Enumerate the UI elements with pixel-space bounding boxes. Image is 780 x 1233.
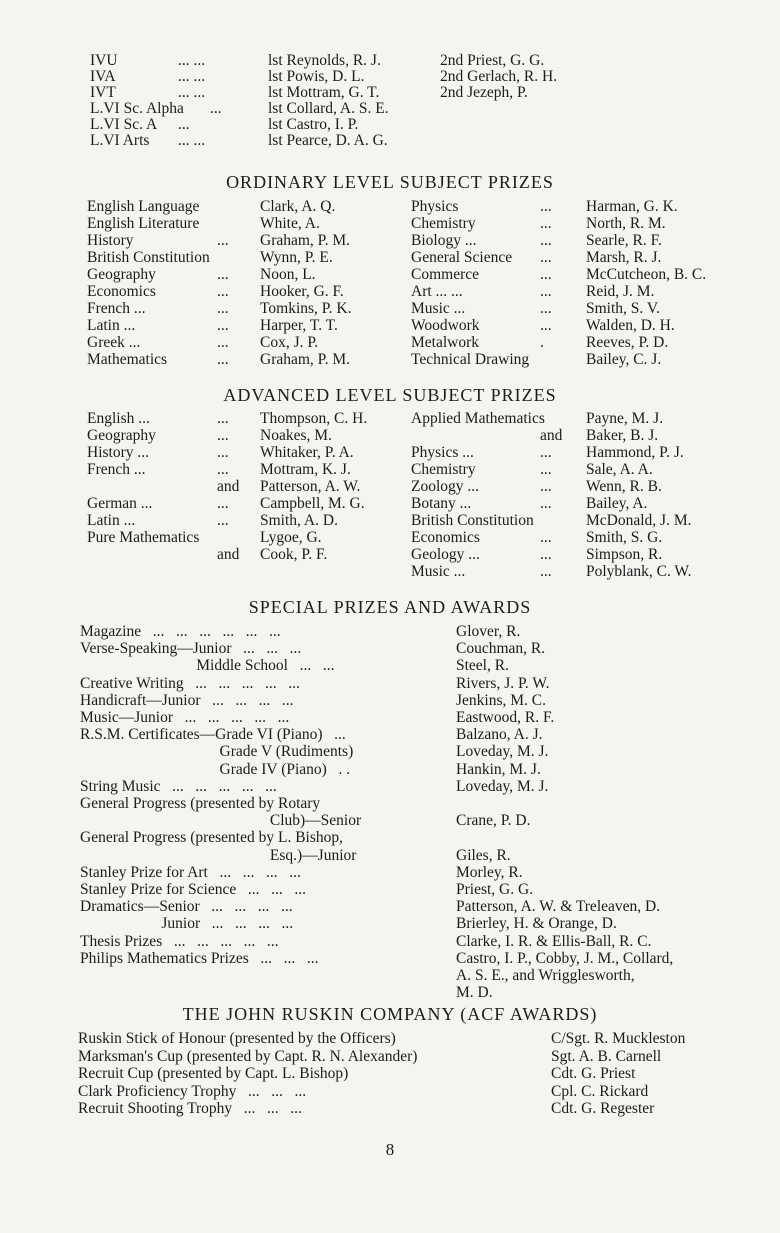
form-prize-row bbox=[0, 84, 780, 101]
award-label: Magazine ... ... ... ... ... ... bbox=[80, 623, 281, 640]
award-label: General Progress (presented by L. Bishop, bbox=[80, 829, 344, 847]
subject-name: Geography bbox=[87, 266, 156, 283]
winner-name: Smith, S. V. bbox=[586, 300, 660, 317]
award-label: Creative Writing ... ... ... ... ... bbox=[80, 674, 300, 692]
subject-name: Art ... ... bbox=[411, 283, 463, 300]
subject-name: History bbox=[87, 232, 134, 249]
winner-name: Reid, J. M. bbox=[586, 283, 655, 300]
form-name: IVT bbox=[90, 84, 116, 101]
form-name: L.VI Sc. Alpha bbox=[90, 100, 184, 117]
award-winner: Steel, R. bbox=[456, 657, 509, 675]
subject-name: Chemistry bbox=[411, 215, 476, 232]
award-row bbox=[0, 743, 780, 760]
subject-row bbox=[0, 512, 780, 529]
page-number: 8 bbox=[385, 1140, 395, 1159]
award-label: Thesis Prizes ... ... ... ... ... bbox=[80, 932, 279, 950]
leader-dots: ... ... bbox=[178, 52, 206, 69]
subject-name: Latin ... bbox=[87, 512, 136, 529]
subject-name: Zoology ... bbox=[411, 478, 480, 495]
award-winner: A. S. E., and Wrigglesworth, bbox=[456, 967, 635, 984]
award-row bbox=[0, 726, 780, 743]
award-label: Clark Proficiency Trophy ... ... ... bbox=[78, 1082, 307, 1100]
winner-name: Cook, P. F. bbox=[260, 546, 328, 563]
winner-name: McCutcheon, B. C. bbox=[586, 266, 707, 283]
subject-name: Latin ... bbox=[87, 317, 136, 334]
award-winner: Clarke, I. R. & Ellis-Ball, R. C. bbox=[456, 932, 652, 950]
subject-name: Music ... bbox=[411, 300, 466, 317]
award-winner: Cdt. G. Regester bbox=[551, 1100, 655, 1117]
winner-name: Hooker, G. F. bbox=[260, 283, 344, 300]
award-label: Grade IV (Piano) . . bbox=[80, 760, 351, 778]
leader-dots: ... bbox=[217, 461, 229, 478]
first-prize: lst Collard, A. S. E. bbox=[268, 100, 389, 117]
subject-row bbox=[0, 478, 780, 495]
acf-award-row bbox=[0, 1065, 780, 1082]
winner-name: Bailey, A. bbox=[586, 495, 648, 512]
award-row bbox=[0, 864, 780, 881]
form-prize-row bbox=[0, 100, 780, 117]
award-label: Junior ... ... ... ... bbox=[80, 915, 294, 933]
subject-name: Pure Mathematics bbox=[87, 529, 200, 546]
winner-name: Lygoe, G. bbox=[260, 529, 322, 546]
award-label: Verse-Speaking—Junior ... ... ... bbox=[80, 640, 302, 658]
subject-name: Geography bbox=[87, 427, 156, 444]
award-winner: Loveday, M. J. bbox=[456, 743, 549, 761]
subject-row bbox=[0, 215, 780, 232]
form-prize-row bbox=[0, 52, 780, 69]
award-row bbox=[0, 847, 780, 864]
subject-row bbox=[0, 300, 780, 317]
winner-name: Whitaker, P. A. bbox=[260, 444, 354, 461]
award-row bbox=[0, 933, 780, 950]
leader-dots: ... bbox=[217, 300, 229, 317]
award-winner: Cpl. C. Rickard bbox=[551, 1082, 649, 1100]
award-winner: Patterson, A. W. & Treleaven, D. bbox=[456, 898, 661, 916]
award-label: General Progress (presented by Rotary bbox=[80, 795, 321, 812]
award-label: Marksman's Cup (presented by Capt. R. N. Alexander) bbox=[78, 1047, 418, 1065]
award-label: Grade V (Rudiments) bbox=[80, 743, 354, 761]
award-winner: Sgt. A. B. Carnell bbox=[551, 1047, 662, 1065]
award-winner: Priest, G. G. bbox=[456, 881, 534, 898]
award-label: Ruskin Stick of Honour (presented by the Officers) bbox=[78, 1030, 396, 1047]
leader-dots: ... bbox=[210, 100, 222, 117]
award-winner: Castro, I. P., Cobby, J. M., Collard, bbox=[456, 949, 674, 967]
subject-name: French ... bbox=[87, 300, 146, 317]
subject-row bbox=[0, 249, 780, 266]
leader-dots: ... bbox=[540, 461, 552, 478]
winner-name: Campbell, M. G. bbox=[260, 495, 365, 512]
form-prize-row bbox=[0, 132, 780, 149]
subject-name: English Language bbox=[87, 198, 200, 215]
subject-row bbox=[0, 334, 780, 351]
leader-dots: ... bbox=[217, 317, 229, 334]
subject-name: German ... bbox=[87, 495, 153, 512]
first-prize: lst Mottram, G. T. bbox=[268, 84, 380, 101]
award-row bbox=[0, 984, 780, 1001]
leader-dots: . bbox=[540, 334, 544, 351]
award-winner: Brierley, H. & Orange, D. bbox=[456, 915, 617, 933]
award-row bbox=[0, 881, 780, 898]
award-winner: Loveday, M. J. bbox=[456, 777, 549, 795]
subject-name: Music ... bbox=[411, 563, 466, 580]
award-winner: M. D. bbox=[456, 984, 493, 1002]
winner-name: Noon, L. bbox=[260, 266, 316, 283]
award-label: R.S.M. Certificates—Grade VI (Piano) ... bbox=[80, 726, 346, 744]
first-prize: lst Powis, D. L. bbox=[268, 68, 365, 85]
subject-name: History ... bbox=[87, 444, 149, 461]
winner-name: Hammond, P. J. bbox=[586, 444, 684, 461]
award-winner: Morley, R. bbox=[456, 863, 523, 881]
award-winner: Jenkins, M. C. bbox=[456, 691, 546, 709]
award-label: Recruit Cup (presented by Capt. L. Bishop) bbox=[78, 1065, 349, 1082]
winner-name: Harman, G. K. bbox=[586, 198, 678, 215]
winner-name: North, R. M. bbox=[586, 215, 666, 232]
winner-name: Walden, D. H. bbox=[586, 317, 675, 334]
subject-row bbox=[0, 546, 780, 563]
leader-dots: and bbox=[217, 546, 240, 563]
leader-dots: ... bbox=[540, 266, 552, 283]
award-winner: C/Sgt. R. Muckleston bbox=[551, 1030, 686, 1047]
award-row bbox=[0, 915, 780, 932]
award-row bbox=[0, 898, 780, 915]
subject-row bbox=[0, 461, 780, 478]
subject-name: Mathematics bbox=[87, 351, 168, 368]
ruskin-company-heading: THE JOHN RUSKIN COMPANY (ACF AWARDS) bbox=[182, 1004, 598, 1024]
acf-award-row bbox=[0, 1030, 780, 1047]
award-row bbox=[0, 709, 780, 726]
award-winner: Giles, R. bbox=[456, 846, 511, 864]
second-prize: 2nd Jezeph, P. bbox=[440, 84, 528, 101]
leader-dots: ... bbox=[540, 249, 552, 266]
leader-dots: ... bbox=[217, 283, 229, 300]
winner-name: Cox, J. P. bbox=[260, 334, 319, 351]
subject-name: Physics ... bbox=[411, 444, 474, 461]
advanced-level-heading: ADVANCED LEVEL SUBJECT PRIZES bbox=[223, 385, 557, 405]
acf-award-row bbox=[0, 1048, 780, 1065]
form-prize-row bbox=[0, 68, 780, 85]
award-winner: Crane, P. D. bbox=[456, 812, 531, 830]
subject-name: Biology ... bbox=[411, 232, 477, 249]
leader-dots: ... ... bbox=[178, 84, 206, 101]
award-label: Stanley Prize for Science ... ... ... bbox=[80, 881, 306, 898]
subject-name: Applied Mathematics bbox=[411, 410, 545, 427]
subject-name: Physics bbox=[411, 198, 459, 215]
leader-dots: ... bbox=[540, 300, 552, 317]
leader-dots: ... bbox=[540, 232, 552, 249]
leader-dots: and bbox=[217, 478, 240, 495]
subject-row bbox=[0, 410, 780, 427]
leader-dots: and bbox=[540, 427, 563, 444]
award-winner: Rivers, J. P. W. bbox=[456, 674, 550, 692]
winner-name: Smith, S. G. bbox=[586, 529, 663, 546]
subject-name: Technical Drawing bbox=[411, 351, 530, 368]
award-winner: Glover, R. bbox=[456, 623, 521, 640]
subject-row bbox=[0, 495, 780, 512]
subject-row bbox=[0, 198, 780, 215]
acf-award-row bbox=[0, 1083, 780, 1100]
subject-name: Woodwork bbox=[411, 317, 480, 334]
award-row bbox=[0, 640, 780, 657]
award-label: Music—Junior ... ... ... ... ... bbox=[80, 709, 290, 726]
first-prize: lst Pearce, D. A. G. bbox=[268, 132, 388, 149]
winner-name: Clark, A. Q. bbox=[260, 198, 336, 215]
award-label: Philips Mathematics Prizes ... ... ... bbox=[80, 949, 319, 967]
second-prize: 2nd Gerlach, R. H. bbox=[440, 68, 558, 85]
subject-name: Economics bbox=[87, 283, 156, 300]
winner-name: Payne, M. J. bbox=[586, 410, 664, 427]
leader-dots: ... bbox=[217, 444, 229, 461]
leader-dots: ... bbox=[217, 495, 229, 512]
winner-name: Mottram, K. J. bbox=[260, 461, 351, 478]
winner-name: Sale, A. A. bbox=[586, 461, 653, 478]
award-row bbox=[0, 657, 780, 674]
award-label: Dramatics—Senior ... ... ... ... bbox=[80, 898, 293, 916]
form-name: L.VI Arts bbox=[90, 132, 150, 149]
award-row bbox=[0, 761, 780, 778]
winner-name: Baker, B. J. bbox=[586, 427, 659, 444]
subject-name: English ... bbox=[87, 410, 150, 427]
award-label: Esq.)—Junior bbox=[80, 846, 357, 864]
award-row bbox=[0, 778, 780, 795]
award-winner: Eastwood, R. F. bbox=[456, 709, 555, 726]
leader-dots: ... bbox=[540, 198, 552, 215]
winner-name: Bailey, C. J. bbox=[586, 351, 662, 368]
award-label: Middle School ... ... bbox=[80, 657, 335, 675]
award-label: Stanley Prize for Art ... ... ... ... bbox=[80, 863, 301, 881]
award-winner: Hankin, M. J. bbox=[456, 760, 541, 778]
form-name: IVU bbox=[90, 52, 118, 69]
subject-row bbox=[0, 283, 780, 300]
subject-row bbox=[0, 444, 780, 461]
subject-name: Chemistry bbox=[411, 461, 476, 478]
subject-name: Geology ... bbox=[411, 546, 480, 563]
winner-name: Tomkins, P. K. bbox=[260, 300, 352, 317]
subject-name: Economics bbox=[411, 529, 480, 546]
form-name: IVA bbox=[90, 68, 116, 85]
winner-name: Reeves, P. D. bbox=[586, 334, 669, 351]
special-prizes-heading: SPECIAL PRIZES AND AWARDS bbox=[248, 597, 532, 617]
winner-name: Polyblank, C. W. bbox=[586, 563, 692, 580]
subject-name: Greek ... bbox=[87, 334, 141, 351]
leader-dots: ... bbox=[217, 410, 229, 427]
winner-name: Graham, P. M. bbox=[260, 232, 350, 249]
subject-row bbox=[0, 351, 780, 368]
winner-name: Graham, P. M. bbox=[260, 351, 350, 368]
award-row bbox=[0, 829, 780, 846]
winner-name: White, A. bbox=[260, 215, 320, 232]
leader-dots: ... bbox=[540, 495, 552, 512]
leader-dots: ... ... bbox=[178, 132, 206, 149]
leader-dots: ... bbox=[540, 529, 552, 546]
winner-name: Noakes, M. bbox=[260, 427, 332, 444]
award-row bbox=[0, 967, 780, 984]
subject-row bbox=[0, 427, 780, 444]
subject-row bbox=[0, 317, 780, 334]
second-prize: 2nd Priest, G. G. bbox=[440, 52, 545, 69]
subject-name: English Literature bbox=[87, 215, 200, 232]
subject-name: British Constitution bbox=[411, 512, 534, 529]
winner-name: Simpson, R. bbox=[586, 546, 663, 563]
award-row bbox=[0, 795, 780, 812]
award-winner: Cdt. G. Priest bbox=[551, 1065, 636, 1082]
award-label: Club)—Senior bbox=[80, 812, 362, 830]
award-winner: Balzano, A. J. bbox=[456, 726, 543, 744]
ordinary-level-heading: ORDINARY LEVEL SUBJECT PRIZES bbox=[226, 172, 554, 192]
leader-dots: ... bbox=[540, 444, 552, 461]
winner-name: Thompson, C. H. bbox=[260, 410, 368, 427]
form-name: L.VI Sc. A bbox=[90, 116, 158, 133]
subject-name: General Science bbox=[411, 249, 513, 266]
leader-dots: ... bbox=[217, 266, 229, 283]
subject-row bbox=[0, 529, 780, 546]
winner-name: Marsh, R. J. bbox=[586, 249, 662, 266]
acf-award-row bbox=[0, 1100, 780, 1117]
award-row bbox=[0, 950, 780, 967]
award-label: String Music ... ... ... ... ... bbox=[80, 777, 277, 795]
award-row bbox=[0, 812, 780, 829]
award-winner: Couchman, R. bbox=[456, 640, 546, 658]
leader-dots: ... bbox=[217, 351, 229, 368]
leader-dots: ... ... bbox=[178, 68, 206, 85]
subject-name: Metalwork bbox=[411, 334, 480, 351]
award-label: Handicraft—Junior ... ... ... ... bbox=[80, 691, 294, 709]
form-prize-row bbox=[0, 116, 780, 133]
leader-dots: ... bbox=[217, 427, 229, 444]
first-prize: lst Reynolds, R. J. bbox=[268, 52, 381, 69]
subject-row bbox=[0, 232, 780, 249]
winner-name: Harper, T. T. bbox=[260, 317, 338, 334]
winner-name: Wenn, R. B. bbox=[586, 478, 662, 495]
subject-name: Commerce bbox=[411, 266, 480, 283]
first-prize: lst Castro, I. P. bbox=[268, 116, 359, 133]
winner-name: Wynn, P. E. bbox=[260, 249, 333, 266]
award-row bbox=[0, 623, 780, 640]
leader-dots: ... bbox=[217, 334, 229, 351]
winner-name: Patterson, A. W. bbox=[260, 478, 361, 495]
leader-dots: ... bbox=[217, 512, 229, 529]
leader-dots: ... bbox=[540, 563, 552, 580]
winner-name: Searle, R. F. bbox=[586, 232, 662, 249]
leader-dots: ... bbox=[540, 317, 552, 334]
award-row bbox=[0, 675, 780, 692]
winner-name: Smith, A. D. bbox=[260, 512, 338, 529]
award-label: Recruit Shooting Trophy ... ... ... bbox=[78, 1100, 302, 1117]
subject-name: French ... bbox=[87, 461, 146, 478]
leader-dots: ... bbox=[540, 283, 552, 300]
leader-dots: ... bbox=[540, 478, 552, 495]
leader-dots: ... bbox=[540, 546, 552, 563]
leader-dots: ... bbox=[540, 215, 552, 232]
leader-dots: ... bbox=[217, 232, 229, 249]
award-row bbox=[0, 692, 780, 709]
subject-row bbox=[0, 563, 780, 580]
subject-name: Botany ... bbox=[411, 495, 472, 512]
subject-row bbox=[0, 266, 780, 283]
leader-dots: ... bbox=[178, 116, 190, 133]
winner-name: McDonald, J. M. bbox=[586, 512, 692, 529]
subject-name: British Constitution bbox=[87, 249, 210, 266]
